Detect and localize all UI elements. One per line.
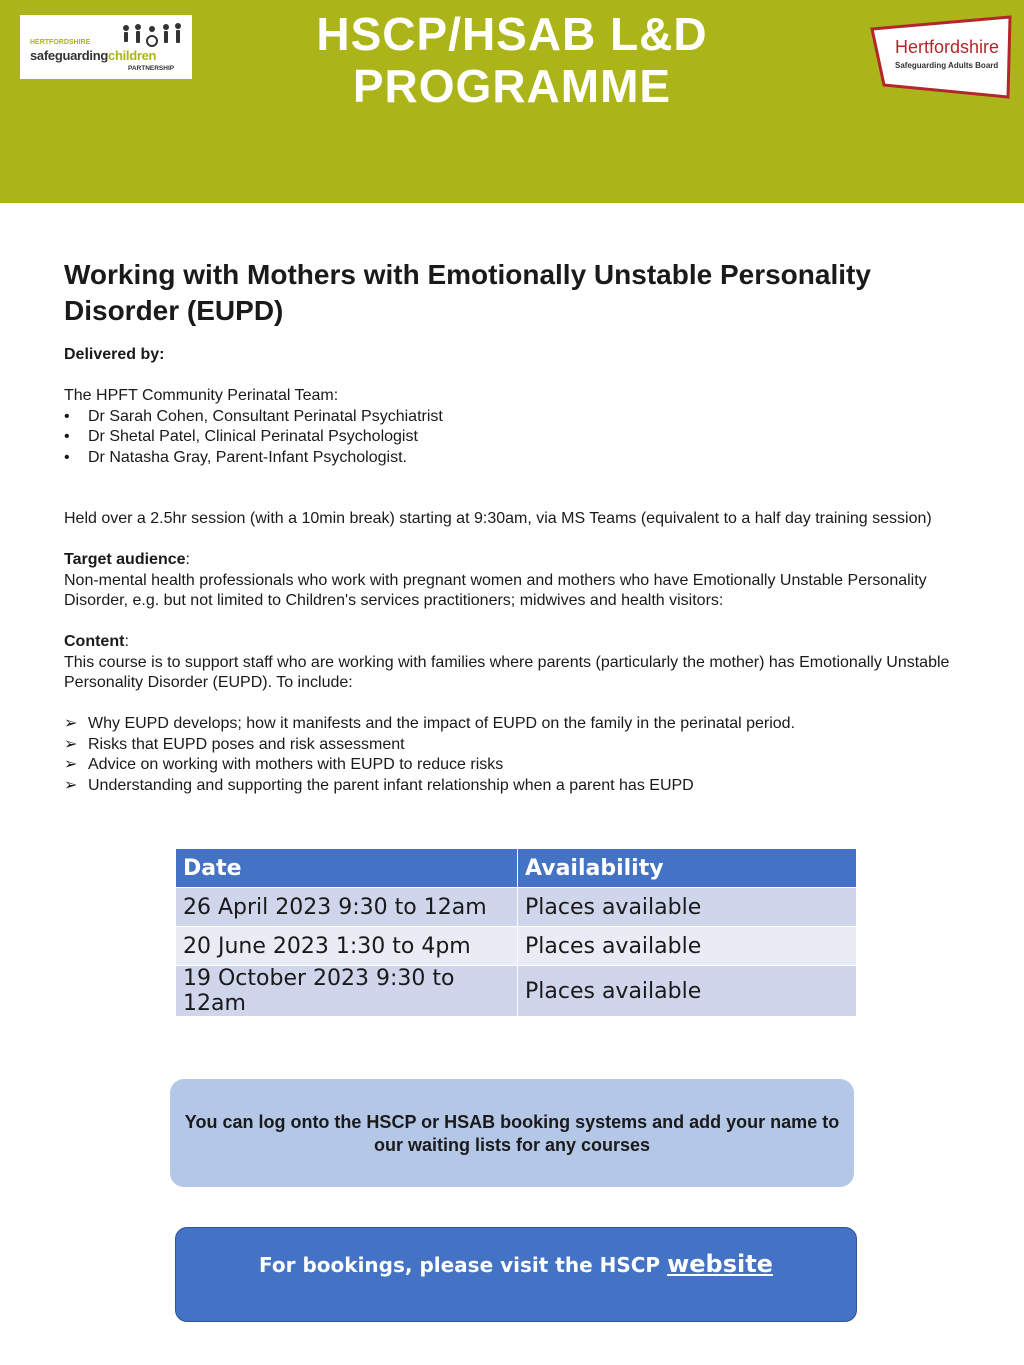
availability-cell: Places available <box>518 927 857 966</box>
schedule-table <box>175 848 857 1017</box>
bullet-icon: • <box>64 448 70 466</box>
website-link[interactable]: website <box>667 1250 773 1278</box>
availability-column-header: Availability <box>518 849 857 888</box>
booking-text: For bookings, please visit the HSCP website <box>259 1250 773 1278</box>
table-row <box>176 966 857 1017</box>
booking-banner <box>175 1227 857 1322</box>
list-item: ➢ Risks that EUPD poses and risk assessment <box>64 735 964 756</box>
content-list <box>64 714 964 796</box>
waiting-list-text: You can log onto the HSCP or HSAB booking systems and add your name to our waiting lists for any courses <box>184 1112 840 1155</box>
table-row <box>176 927 857 966</box>
table-header-row <box>176 849 857 888</box>
date-cell: 19 October 2023 9:30 to 12am <box>176 966 518 1017</box>
waiting-list-notice <box>170 1079 854 1187</box>
bullet-icon: • <box>64 407 70 425</box>
list-item: ➢ Understanding and supporting the parent infant relationship when a parent has EUPD <box>64 776 964 797</box>
date-cell: 26 April 2023 9:30 to 12am <box>176 888 518 927</box>
session-info: Held over a 2.5hr session (with a 10min break) starting at 9:30am, via MS Teams (equivalent to a half day training session) <box>64 510 932 527</box>
date-cell: 20 June 2023 1:30 to 4pm <box>176 927 518 966</box>
content-label: Content <box>64 633 125 650</box>
hsab-logo-sub-text: Safeguarding Adults Board <box>895 61 999 70</box>
list-item: • Dr Shetal Patel, Clinical Perinatal Psychologist <box>64 427 964 448</box>
logo-top-text: HERTFORDSHIRE <box>30 39 91 46</box>
availability-cell: Places available <box>518 966 857 1017</box>
arrow-bullet-icon: ➢ <box>64 715 78 732</box>
target-audience-text: Non-mental health professionals who work with pregnant women and mothers who have Emotionally Unstable Personality Disorder, e.g. but not limited to Children's services practitioners; midwives and health visitors: <box>64 571 927 609</box>
list-item: ➢ Why EUPD develops; how it manifests and the impact of EUPD on the family in the perinatal period. <box>64 714 964 735</box>
logo-bottom-text: PARTNERSHIP <box>128 65 175 72</box>
list-item: ➢ Advice on working with mothers with EUPD to reduce risks <box>64 755 964 776</box>
hscp-logo <box>20 15 192 79</box>
list-item: • Dr Natasha Gray, Parent-Infant Psychologist. <box>64 448 964 469</box>
logo-main-text: safeguardingchildren <box>30 48 157 63</box>
course-title: Working with Mothers with Emotionally Unstable Personality Disorder (EUPD) <box>64 259 871 326</box>
arrow-bullet-icon: ➢ <box>64 735 78 753</box>
header-banner <box>0 0 1024 203</box>
presenter-list <box>64 407 964 469</box>
programme-title: HSCP/HSAB L&D PROGRAMME <box>316 8 708 112</box>
arrow-bullet-icon: ➢ <box>64 776 78 794</box>
target-audience-label: Target audience <box>64 551 186 568</box>
course-description: Delivered by: The HPFT Community Perinatal Team: • Dr Sarah Cohen, Consultant Perinatal Psychiatrist • Dr Shetal Patel, Clinical Perinatal Psychologist • Dr Natasha Gray, Parent-Infant Psychologist. Held over a 2.5hr session (with a 10min break) starting at 9:30am, via MS Teams (equivalent to a half day training session) Target audience: Non-mental health professionals who work with pregnant women and mothers who have Emotionally Unstable Personality Disorder, e.g. but not limited to Children's services practitioners; midwives and health visitors: Content: This course is to support staff who are working with families where parents (particularly the mother) has Emotionally Unstable Personality Disorder (EUPD). To include: ➢ Why EUPD develops; how it manifests and the impact of EUPD on the family in the perinatal period. ➢ Risks that EUPD poses and risk assessment ➢ Advice on working with mothers with EUPD to reduce risks ➢ Understanding and supporting the parent infant relationship when a parent has EUPD <box>64 345 964 796</box>
availability-cell: Places available <box>518 888 857 927</box>
arrow-bullet-icon: ➢ <box>64 756 78 773</box>
content-text: This course is to support staff who are working with families where parents (particularly the mother) has Emotionally Unstable Personality Disorder (EUPD). To include: <box>64 653 950 691</box>
delivered-by-label: Delivered by: <box>64 346 165 363</box>
hsab-logo <box>868 15 1016 99</box>
table-row <box>176 888 857 927</box>
date-column-header: Date <box>176 849 518 888</box>
hsab-logo-main-text: Hertfordshire <box>895 37 1000 57</box>
children-figures-icon <box>120 23 184 49</box>
team-intro: The HPFT Community Perinatal Team: <box>64 387 339 404</box>
bullet-icon: • <box>64 428 70 445</box>
list-item: • Dr Sarah Cohen, Consultant Perinatal Psychiatrist <box>64 407 964 428</box>
